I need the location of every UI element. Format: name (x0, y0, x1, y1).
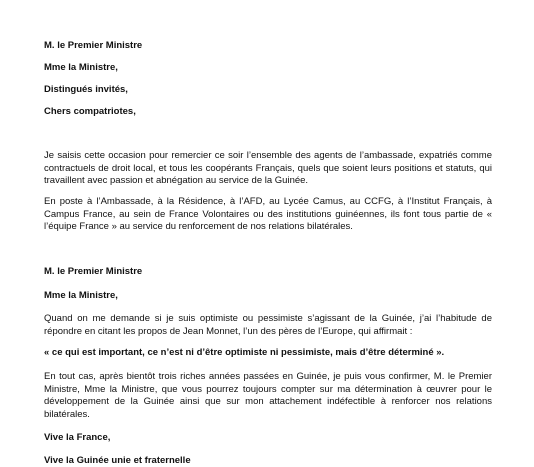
closing-vive-la-france: Vive la France, (44, 432, 111, 443)
paragraph-determination: En tout cas, après bientôt trois riches années passées en Guinée, je puis vous confirmer, M. le Premier Ministre, Mme la Ministre, que vous pourrez toujours compter sur ma détermination à œuvrer pour le développement de la Guinée ainsi que sur mon attachement indéfectible à renforcer nos relations bilatérales. (44, 371, 492, 420)
salutation-minister-2: Mme la Ministre, (44, 290, 118, 301)
paragraph-optimism: Quand on me demande si je suis optimiste ou pessimiste s’agissant de la Guinée, j’ai l’habitude de répondre en citant les propos de Jean Monnet, l’un des pères de l’Europe, qui affirmait : (44, 313, 492, 337)
salutation-prime-minister-2: M. le Premier Ministre (44, 266, 143, 277)
paragraph-team-france: En poste à l’Ambassade, à la Résidence, à l’AFD, au Lycée Camus, au CCFG, à l’Institut Français, à Campus France, au sein de France Volontaires ou des institutions guinéennes, ils font tous partie de « l’équipe France » au service du renforcement de nos relations bilatérales. (44, 196, 492, 232)
closing-vive-la-guinee: Vive la Guinée unie et fraternelle (44, 455, 191, 466)
salutation-minister: Mme la Ministre, (44, 62, 118, 73)
paragraph-thanks: Je saisis cette occasion pour remercier ce soir l’ensemble des agents de l’ambassade, expatriés comme contractuels de droit local, et tous les coopérants Français, quels que soient leurs positions et statuts, qui travaillent avec passion et abnégation au service de la Guinée. (44, 150, 492, 186)
quote-jean-monnet: « ce qui est important, ce n’est ni d’être optimiste ni pessimiste, mais d’être déterminé ». (44, 347, 445, 358)
salutation-compatriots: Chers compatriotes, (44, 106, 136, 117)
salutation-prime-minister: M. le Premier Ministre (44, 40, 143, 51)
salutation-guests: Distingués invités, (44, 84, 128, 95)
